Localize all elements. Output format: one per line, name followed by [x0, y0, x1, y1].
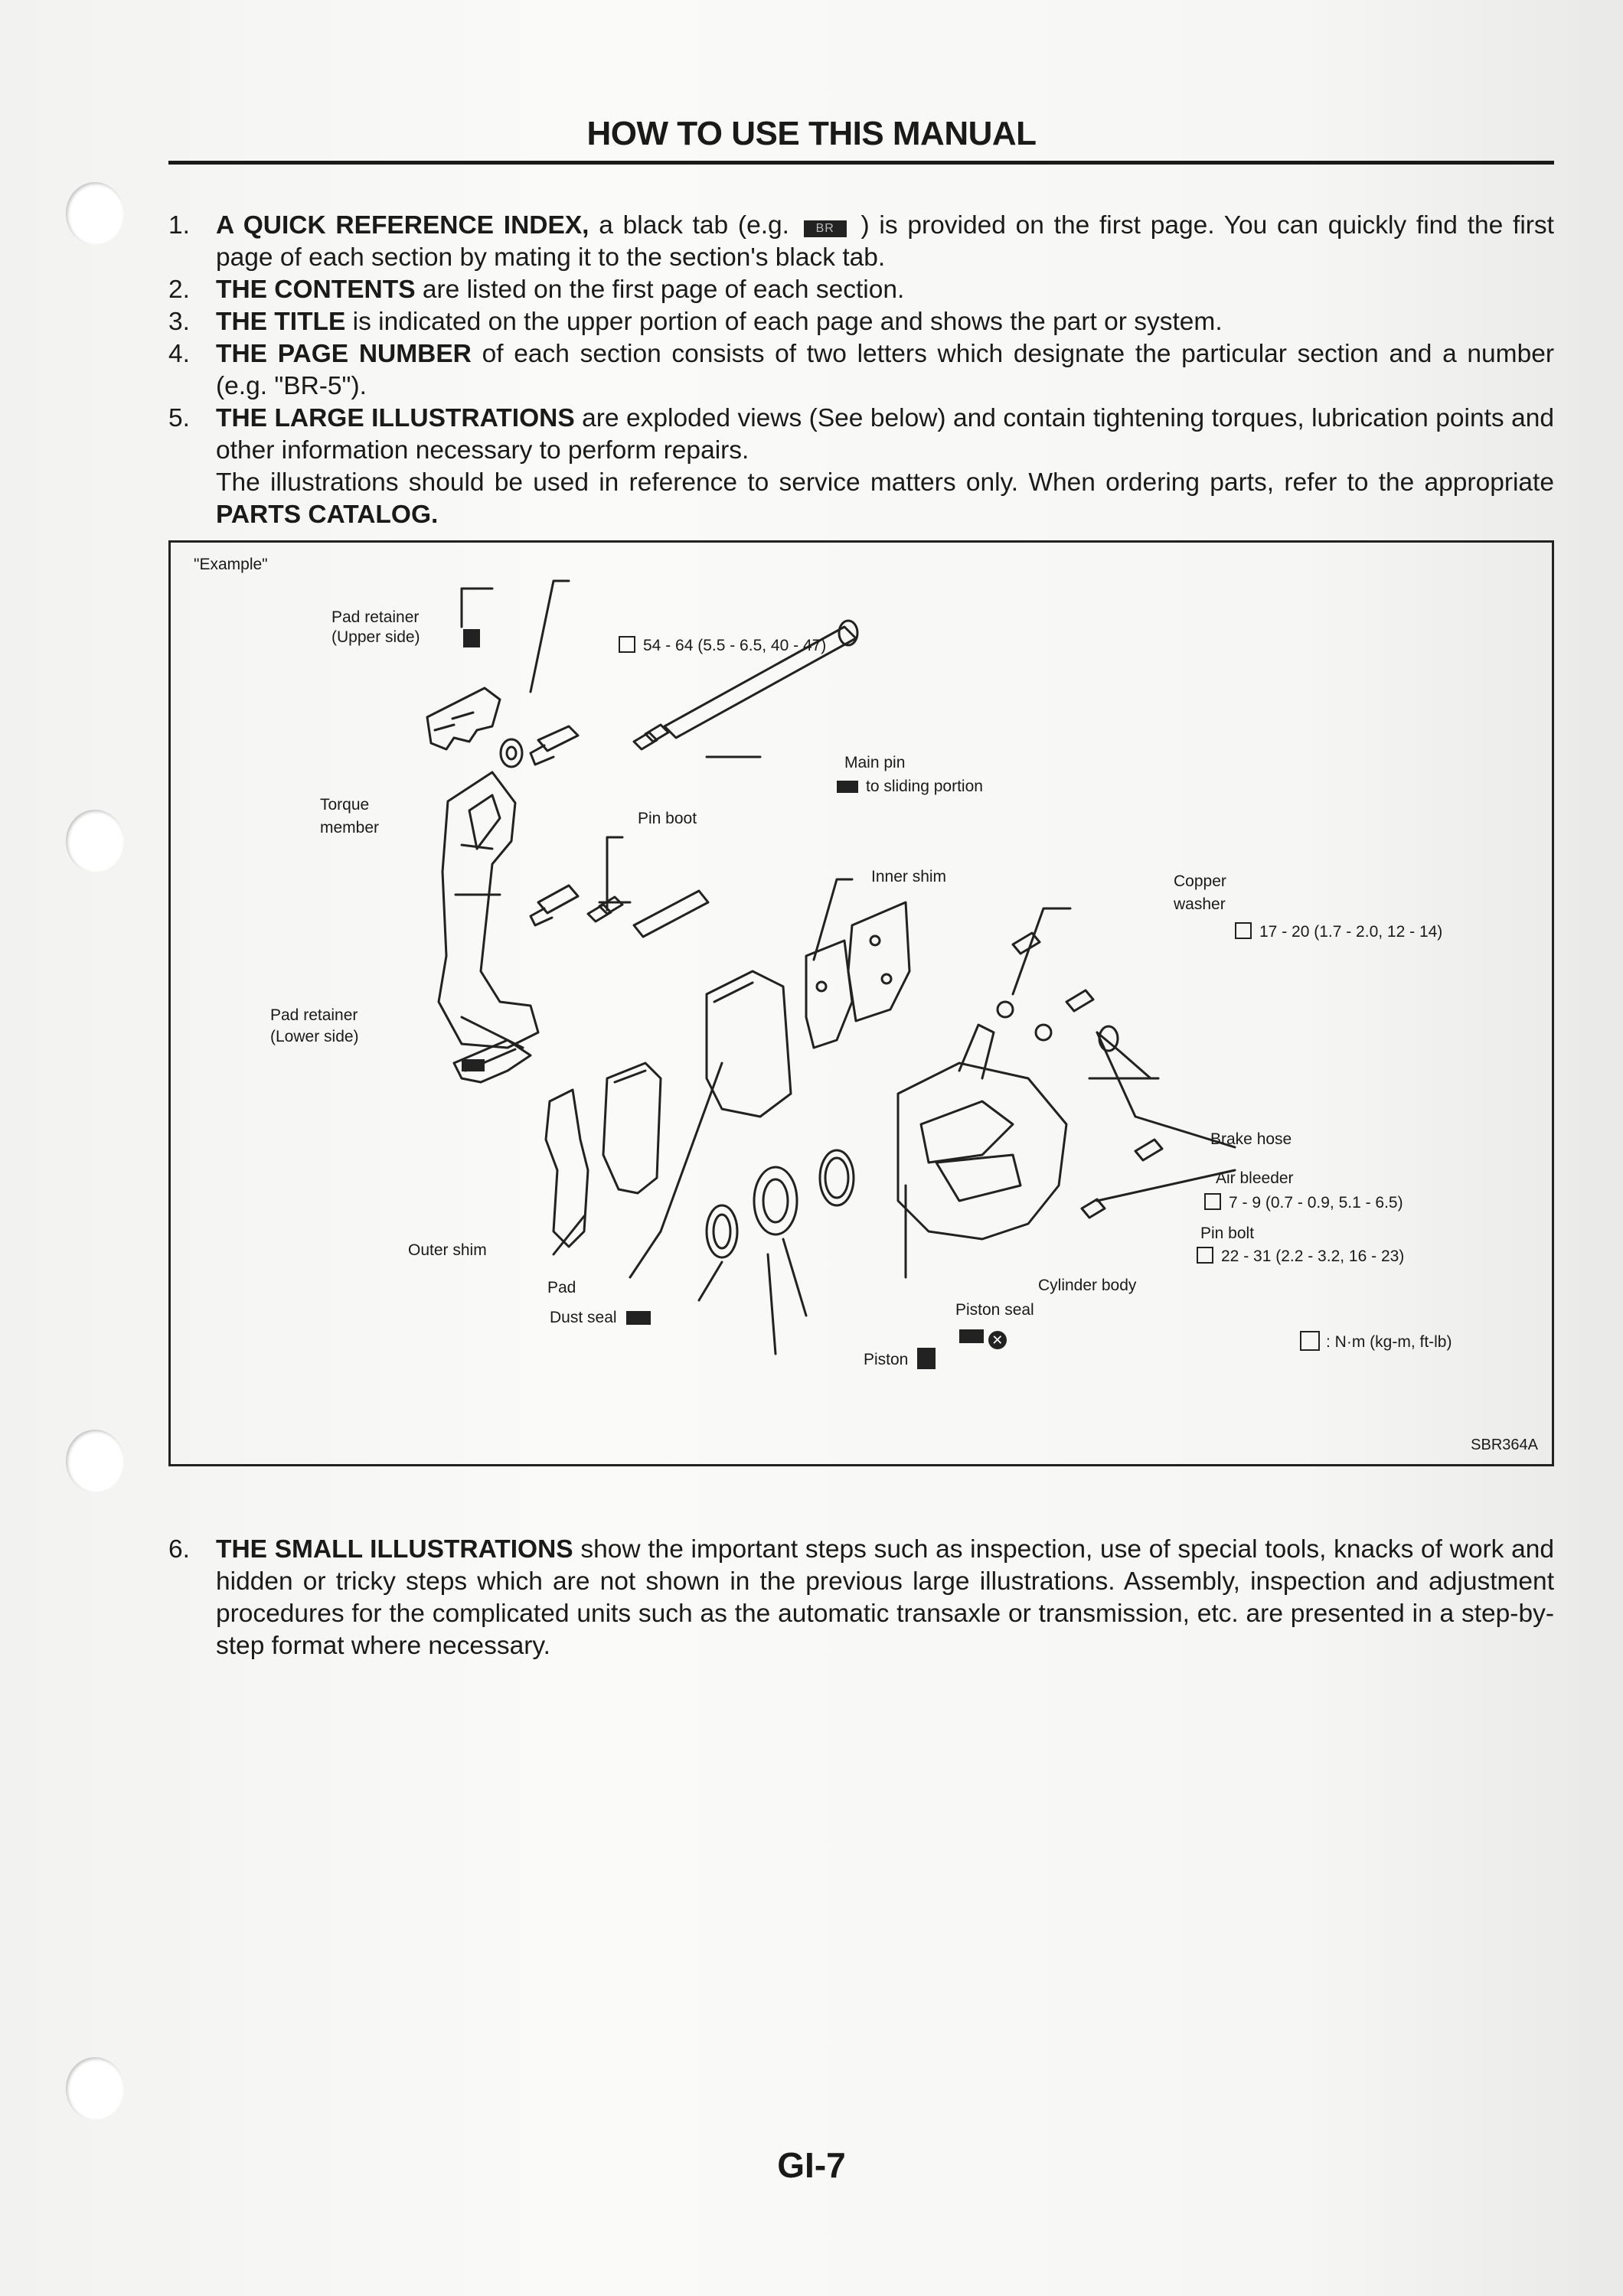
- torque-wrench-icon: [1300, 1331, 1320, 1351]
- pin-boot-lower: [588, 897, 622, 921]
- pad-retainer-upper-side: (Upper side): [331, 628, 420, 646]
- pad-retainer-upper-label: Pad retainer: [331, 608, 420, 626]
- item-text-body: is indicated on the upper portion of each page and shows the part or system.: [345, 308, 1223, 336]
- air-bleeder-part: [1013, 933, 1040, 954]
- item-lead: THE CONTENTS: [216, 276, 416, 304]
- pin-bolt-part: [1066, 990, 1093, 1011]
- replace-icon: ✕: [988, 1331, 1007, 1349]
- torque-member-label-2: member: [320, 819, 380, 837]
- pin-bolt-label: Pin bolt: [1200, 1225, 1255, 1242]
- item-number: 4.: [168, 340, 190, 368]
- pin-boot-label: Pin boot: [638, 810, 697, 827]
- item-number: 1.: [168, 211, 190, 240]
- item-text-body: of each section consists of two letters which designate the particular section and a number (e.g. "BR-5").: [216, 340, 1554, 400]
- item-number: 2.: [168, 276, 190, 304]
- pad-inner-part: [707, 971, 791, 1117]
- item-lead: A QUICK REFERENCE INDEX,: [216, 211, 589, 240]
- lubricant-icon: [837, 781, 858, 793]
- exploded-view-illustration: [171, 543, 1552, 1464]
- binder-hole-2: [66, 810, 124, 872]
- item-text-body: are exploded views (See below) and contain tightening torques, lubrication points and other information necessary to perform repairs.: [216, 404, 1554, 465]
- example-label: "Example": [194, 556, 268, 573]
- item-lead: THE PAGE NUMBER: [216, 340, 472, 368]
- torque-wrench-icon: [1235, 922, 1252, 939]
- page-number: GI-7: [777, 2145, 846, 2185]
- torque-spec-upper: 54 - 64 (5.5 - 6.5, 40 - 47): [619, 636, 826, 656]
- lubricant-icon: [626, 1311, 651, 1325]
- piston-label: Piston: [864, 1348, 936, 1370]
- cylinder-body-label: Cylinder body: [1038, 1277, 1137, 1294]
- pad-retainer-lower-label: Pad retainer: [270, 1006, 358, 1024]
- item-text-b: ) is provided on the first page. You can quickly find the first page of each section by mating it to the section's black tab.: [216, 211, 1554, 272]
- piston-part: [754, 1167, 797, 1234]
- torque-member-label-1: Torque: [320, 796, 370, 814]
- binder-hole-4: [66, 2057, 124, 2120]
- torque-spec-pin-bolt: 22 - 31 (2.2 - 3.2, 16 - 23): [1197, 1247, 1404, 1267]
- item-number: 5.: [168, 404, 190, 432]
- pad-retainer-lower-side: (Lower side): [270, 1028, 359, 1045]
- inner-shim-part: [806, 941, 852, 1048]
- torque-member-part: [439, 772, 538, 1048]
- main-pin-note: to sliding portion: [837, 777, 983, 797]
- item-lead: THE LARGE ILLUSTRATIONS: [216, 404, 575, 432]
- page-title: HOW TO USE THIS MANUAL: [586, 115, 1037, 152]
- upper-bolt: [538, 726, 578, 751]
- item-number: 6.: [168, 1535, 190, 1564]
- item-lead: THE SMALL ILLUSTRATIONS: [216, 1535, 573, 1564]
- dust-seal-part: [707, 1205, 737, 1257]
- item-text-a: a black tab (e.g.: [589, 211, 799, 240]
- copper-washer-label-1: Copper: [1174, 872, 1226, 890]
- title-rule: [168, 161, 1554, 165]
- brake-hose-part: [1097, 1032, 1151, 1078]
- grease-icon: [917, 1348, 936, 1369]
- item-lead: THE TITLE: [216, 308, 346, 336]
- figure-frame: [168, 540, 1554, 1466]
- torque-wrench-icon: [1204, 1193, 1221, 1210]
- item-text-para-1: [216, 403, 1554, 467]
- cylinder-body-part: [898, 1063, 1066, 1239]
- item-text-body-2: The illustrations should be used in reference to service matters only. When ordering parts, refer to the appropriate: [216, 468, 1554, 497]
- pad-label: Pad: [547, 1279, 576, 1296]
- brake-hose-label: Brake hose: [1210, 1130, 1292, 1148]
- figure-code: SBR364A: [1471, 1437, 1538, 1453]
- parts-catalog-ref: PARTS CATALOG.: [216, 501, 439, 529]
- item-text: [216, 306, 1554, 338]
- unit-legend: : N·m (kg-m, ft-lb): [1300, 1331, 1452, 1352]
- outer-shim-part: [546, 1090, 588, 1247]
- item-text: [216, 210, 1554, 274]
- lube-icon: [462, 1059, 485, 1071]
- piston-seal-icons: [959, 1326, 1007, 1349]
- inner-shim-label: Inner shim: [871, 868, 947, 885]
- item-text: [216, 403, 1554, 531]
- torque-spec-copper: 17 - 20 (1.7 - 2.0, 12 - 14): [1235, 922, 1442, 942]
- black-tab-example: BR: [804, 220, 847, 237]
- binder-hole-1: [66, 182, 124, 245]
- item-text: [216, 274, 1554, 306]
- copper-washer-label-2: washer: [1174, 895, 1226, 913]
- pin-boot-upper: [634, 725, 668, 749]
- lower-slide-pin: [634, 891, 708, 937]
- item-text: [216, 1534, 1554, 1662]
- item-text-body: show the important steps such as inspection, use of special tools, knacks of work and hidden or tricky steps which are not shown in the previous large illustrations. Assembly, inspection and adjustment procedures for the complicated units such as the automatic transaxle or transmission, etc. are presented in a step-by-step format where necessary.: [216, 1535, 1554, 1660]
- pad-outer-part: [603, 1063, 661, 1193]
- piston-seal-label: Piston seal: [955, 1301, 1034, 1319]
- item-number: 3.: [168, 308, 190, 336]
- air-bleeder-label: Air bleeder: [1216, 1169, 1294, 1187]
- main-pin-label: Main pin: [844, 754, 906, 771]
- dust-seal-label: Dust seal: [550, 1308, 651, 1328]
- item-text: [216, 338, 1554, 403]
- torque-wrench-icon: [1197, 1247, 1213, 1264]
- outer-shim-label: Outer shim: [408, 1241, 487, 1259]
- torque-spec-air-bleeder: 7 - 9 (0.7 - 0.9, 5.1 - 6.5): [1204, 1193, 1403, 1213]
- torque-wrench-icon: [619, 636, 635, 653]
- pad-retainer-upper-part: [427, 688, 500, 749]
- torque-wrench-icon: [463, 629, 480, 647]
- item-text-body: are listed on the first page of each section.: [415, 276, 905, 304]
- item-text-para-2: [216, 467, 1554, 531]
- binder-hole-3: [66, 1430, 124, 1492]
- lubricant-icon: [959, 1329, 984, 1343]
